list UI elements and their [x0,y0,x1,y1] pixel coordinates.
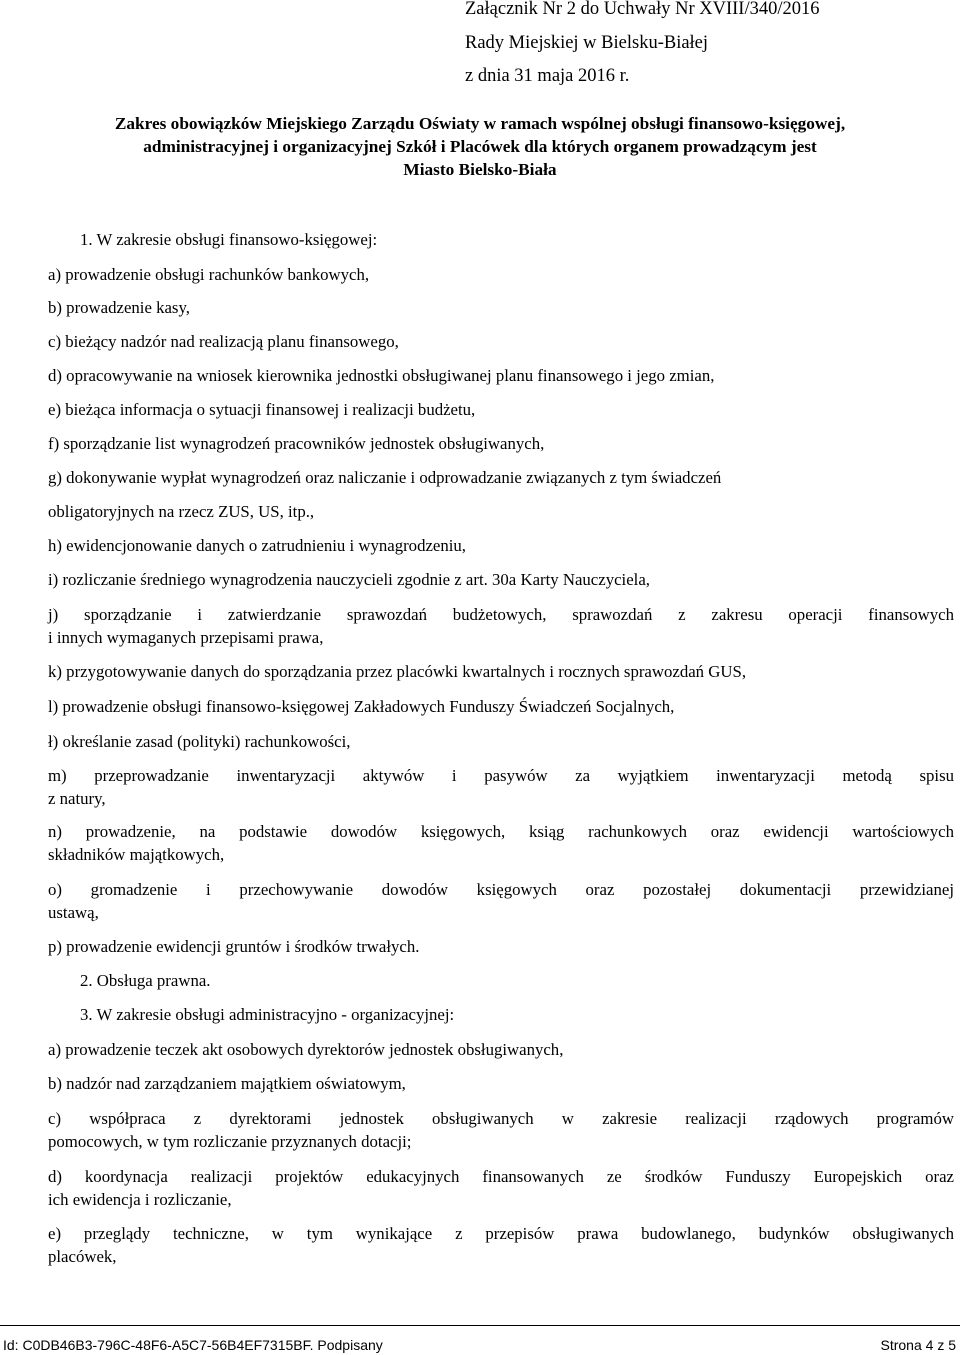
list-item-3d-line-2: ich ewidencja i rozliczanie, [48,1190,232,1209]
list-item-1l-stroke: ł) określanie zasad (polityki) rachunkowości, [48,732,351,751]
list-item-3d-line-1: d) koordynacja realizacji projektów edukacyjnych finansowanych ze środków Funduszy Europejskich oraz [48,1167,954,1186]
list-item-1n-line-2: składników majątkowych, [48,845,225,864]
list-item-3c-line-1: c) współpraca z dyrektorami jednostek obsługiwanych w zakresie realizacji rządowych programów [48,1109,954,1128]
section-3-heading: 3. W zakresie obsługi administracyjno - organizacyjnej: [80,1005,455,1024]
list-item-1j-line-1: j) sporządzanie i zatwierdzanie sprawozdań budżetowych, sprawozdań z zakresu operacji finansowych [48,605,954,624]
document-title-line-2: administracyjnej i organizacyjnej Szkół i Placówek dla których organem prowadzącym jest [143,137,817,156]
footer-divider [0,1325,960,1326]
list-item-1n-line-1: n) prowadzenie, na podstawie dowodów księgowych, ksiąg rachunkowych oraz ewidencji wartościowych [48,822,954,841]
list-item-3b: b) nadzór nad zarządzaniem majątkiem oświatowym, [48,1074,406,1093]
list-item-1e: e) bieżąca informacja o sytuacji finansowej i realizacji budżetu, [48,400,476,419]
list-item-1o-line-1: o) gromadzenie i przechowywanie dowodów księgowych oraz pozostałej dokumentacji przewidzianej [48,880,954,899]
document-title-line-1: Zakres obowiązków Miejskiego Zarządu Oświaty w ramach wspólnej obsługi finansowo-księgowej, [114,114,846,133]
list-item-1m-line-1: m) przeprowadzanie inwentaryzacji aktywów i pasywów za wyjątkiem inwentaryzacji metodą spisu [48,766,954,785]
header-council-line: Rady Miejskiej w Bielsku-Białej [465,33,709,53]
list-item-1b: b) prowadzenie kasy, [48,298,190,317]
list-item-1k: k) przygotowywanie danych do sporządzania przez placówki kwartalnych i rocznych sprawozdań GUS, [48,662,747,681]
list-item-1a: a) prowadzenie obsługi rachunków bankowych, [48,265,370,284]
header-attachment-line: Załącznik Nr 2 do Uchwały Nr XVIII/340/2016 [465,0,820,19]
list-item-1f: f) sporządzanie list wynagrodzeń pracowników jednostek obsługiwanych, [48,434,545,453]
list-item-3a: a) prowadzenie teczek akt osobowych dyrektorów jednostek obsługiwanych, [48,1040,564,1059]
list-item-1m-line-2: z natury, [48,789,106,808]
list-item-1o-line-2: ustawą, [48,903,99,922]
list-item-1g-line-2: obligatoryjnych na rzecz ZUS, US, itp., [48,502,315,521]
footer-document-id: Id: C0DB46B3-796C-48F6-A5C7-56B4EF7315BF. Podpisany [3,1337,383,1353]
list-item-1i: i) rozliczanie średniego wynagrodzenia nauczycieli zgodnie z art. 30a Karty Nauczyciela, [48,570,650,589]
list-item-3e-line-2: placówek, [48,1247,117,1266]
list-item-1j-line-2: i innych wymaganych przepisami prawa, [48,628,324,647]
list-item-1d: d) opracowywanie na wniosek kierownika jednostki obsługiwanej planu finansowego i jego zmian, [48,366,715,385]
list-item-3e-line-1: e) przeglądy techniczne, w tym wynikające z przepisów prawa budowlanego, budynków obsługiwanych [48,1224,954,1243]
footer-page-number: Strona 4 z 5 [880,1337,956,1353]
section-2-heading: 2. Obsługa prawna. [80,971,211,990]
section-1-heading: 1. W zakresie obsługi finansowo-księgowej: [80,230,378,249]
list-item-3c-line-2: pomocowych, w tym rozliczanie przyznanych dotacji; [48,1132,412,1151]
list-item-1l: l) prowadzenie obsługi finansowo-księgowej Zakładowych Funduszy Świadczeń Socjalnych, [48,697,675,716]
list-item-1p: p) prowadzenie ewidencji gruntów i środków trwałych. [48,937,420,956]
list-item-1c: c) bieżący nadzór nad realizacją planu finansowego, [48,332,399,351]
list-item-1h: h) ewidencjonowanie danych o zatrudnieniu i wynagrodzeniu, [48,536,466,555]
header-date-line: z dnia 31 maja 2016 r. [465,66,630,86]
document-title-line-3: Miasto Bielsko-Biała [403,160,557,179]
list-item-1g-line-1: g) dokonywanie wypłat wynagrodzeń oraz naliczanie i odprowadzanie związanych z tym świadczeń [48,468,722,487]
